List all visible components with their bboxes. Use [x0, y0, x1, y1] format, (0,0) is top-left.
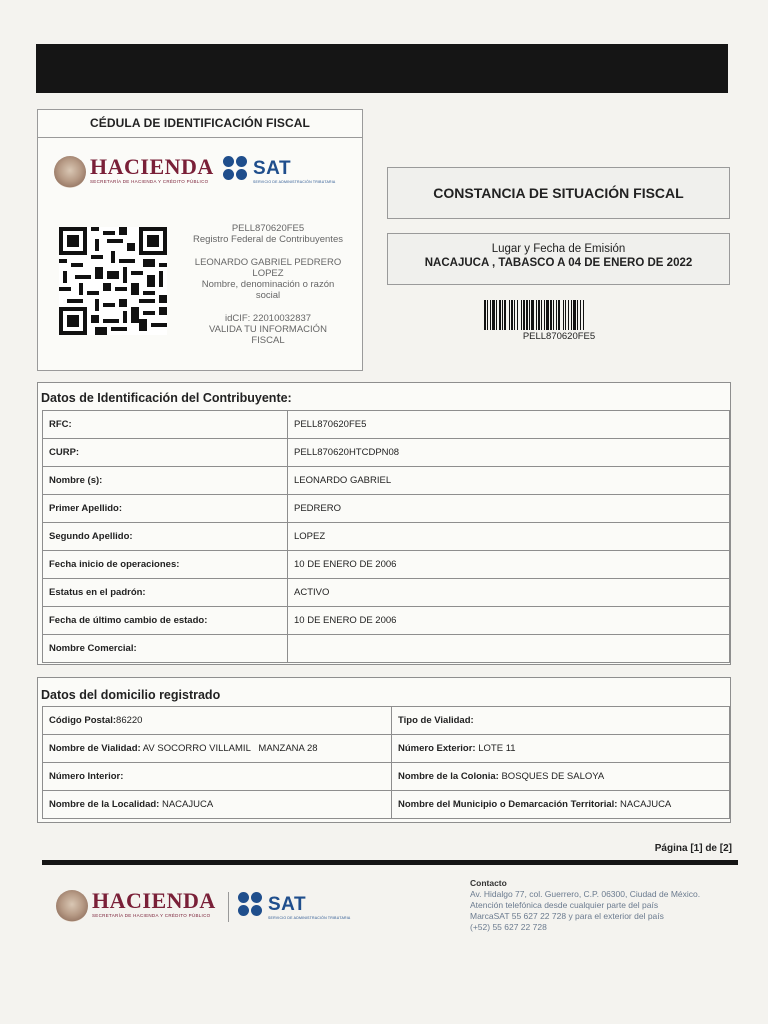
domicilio-value: AV SOCORRO VILLAMIL MANZANA 28 — [140, 743, 318, 754]
ident-value — [288, 635, 730, 663]
domicilio-section — [37, 677, 731, 823]
ident-label: Nombre (s): — [43, 467, 288, 495]
domicilio-value: NACAJUCA — [159, 799, 214, 810]
identificacion-title: Datos de Identificación del Contribuyente: — [41, 391, 292, 405]
page-number: Página [1] de [2] — [654, 843, 732, 854]
identificacion-table — [42, 410, 730, 663]
domicilio-cell — [392, 735, 730, 763]
domicilio-value: BOSQUES DE SALOYA — [498, 771, 605, 782]
sat-dots-icon — [223, 156, 249, 182]
domicilio-label: Número Interior: — [49, 771, 124, 782]
cedula-name-line2: LOPEZ — [252, 268, 284, 279]
cedula-info — [188, 223, 348, 346]
domicilio-label: Nombre del Municipio o Demarcación Territorial: — [398, 799, 618, 810]
domicilio-cell — [43, 735, 392, 763]
ident-value: PELL870620FE5 — [288, 411, 730, 439]
lugar-label: Lugar y Fecha de Emisión — [491, 243, 626, 255]
domicilio-label: Nombre de Vialidad: — [49, 743, 141, 754]
domicilio-row — [43, 735, 730, 763]
cedula-rfc: PELL870620FE5 — [231, 223, 305, 234]
sat-wordmark: SAT — [253, 158, 292, 179]
contacto-line3: MarcaSAT 55 627 22 728 y para el exterior del país — [470, 911, 664, 921]
cedula-valida-1: VALIDA TU INFORMACIÓN — [209, 324, 327, 335]
hacienda-subtitle: SECRETARÍA DE HACIENDA Y CRÉDITO PÚBLICO — [90, 179, 209, 184]
domicilio-cell — [392, 707, 730, 735]
ident-label: Primer Apellido: — [43, 495, 288, 523]
footer-sat-subtitle: SERVICIO DE ADMINISTRACIÓN TRIBUTARIA — [268, 916, 351, 920]
domicilio-label: Código Postal: — [49, 715, 117, 726]
ident-value: LEONARDO GABRIEL — [288, 467, 730, 495]
contacto-block — [470, 878, 700, 933]
sat-logo — [223, 156, 343, 194]
contacto-line1: Av. Hidalgo 77, col. Guerrero, C.P. 06300, Ciudad de México. — [470, 889, 701, 899]
domicilio-cell — [392, 763, 730, 791]
hacienda-wordmark: HACIENDA — [90, 154, 214, 179]
domicilio-label: Nombre de la Colonia: — [398, 771, 499, 782]
sat-subtitle: SERVICIO DE ADMINISTRACIÓN TRIBUTARIA — [253, 180, 336, 184]
domicilio-cell — [43, 763, 392, 791]
domicilio-cell — [43, 707, 392, 735]
domicilio-label: Tipo de Vialidad: — [398, 715, 474, 726]
lugar-value: NACAJUCA , TABASCO A 04 DE ENERO DE 2022 — [424, 257, 693, 269]
domicilio-label: Número Exterior: — [398, 743, 476, 754]
domicilio-row — [43, 763, 730, 791]
footer-mexico-seal-icon — [56, 890, 88, 922]
domicilio-table — [42, 706, 730, 819]
ident-value: 10 DE ENERO DE 2006 — [288, 551, 730, 579]
footer-logo-divider — [228, 892, 229, 922]
cedula-name-caption-2: social — [255, 290, 281, 301]
contacto-line2: Atención telefónica desde cualquier parte del país — [470, 900, 659, 910]
constancia-title: CONSTANCIA DE SITUACIÓN FISCAL — [387, 167, 730, 219]
ident-row — [43, 439, 730, 467]
cedula-box — [37, 109, 363, 371]
ident-row — [43, 411, 730, 439]
footer-hacienda-logo — [56, 888, 216, 928]
ident-row — [43, 523, 730, 551]
mexico-seal-icon — [54, 156, 86, 188]
domicilio-label: Nombre de la Localidad: — [49, 799, 160, 810]
ident-value: PEDRERO — [288, 495, 730, 523]
cedula-name-caption-1: Nombre, denominación o razón — [201, 279, 335, 290]
ident-row — [43, 551, 730, 579]
domicilio-row — [43, 707, 730, 735]
footer-sat-wordmark: SAT — [268, 894, 307, 915]
ident-label: RFC: — [43, 411, 288, 439]
footer-hacienda-subtitle: SECRETARÍA DE HACIENDA Y CRÉDITO PÚBLICO — [92, 913, 211, 918]
qr-code-icon — [59, 227, 167, 335]
ident-row — [43, 579, 730, 607]
ident-value: LOPEZ — [288, 523, 730, 551]
ident-label: Nombre Comercial: — [43, 635, 288, 663]
hacienda-logo — [54, 154, 214, 194]
footer-divider — [42, 860, 738, 865]
contacto-line4: (+52) 55 627 22 728 — [470, 922, 547, 932]
domicilio-cell — [43, 791, 392, 819]
ident-value: ACTIVO — [288, 579, 730, 607]
cedula-idcif: idCIF: 22010032837 — [224, 313, 312, 324]
header-black-bar — [36, 44, 728, 93]
cedula-rfc-caption: Registro Federal de Contribuyentes — [193, 234, 343, 245]
footer-hacienda-wordmark: HACIENDA — [92, 888, 216, 913]
barcode-icon — [484, 300, 634, 330]
identificacion-section — [37, 382, 731, 665]
ident-value: 10 DE ENERO DE 2006 — [288, 607, 730, 635]
ident-label: Fecha inicio de operaciones: — [43, 551, 288, 579]
cedula-name-line1: LEONARDO GABRIEL PEDRERO — [194, 257, 342, 268]
ident-row — [43, 495, 730, 523]
domicilio-cell — [392, 791, 730, 819]
domicilio-value: 86220 — [116, 715, 143, 726]
contacto-title: Contacto — [470, 878, 507, 888]
ident-label: Fecha de último cambio de estado: — [43, 607, 288, 635]
ident-label: CURP: — [43, 439, 288, 467]
ident-row — [43, 635, 730, 663]
ident-label: Segundo Apellido: — [43, 523, 288, 551]
cedula-valida-2: FISCAL — [251, 335, 285, 346]
cedula-title: CÉDULA DE IDENTIFICACIÓN FISCAL — [38, 110, 362, 138]
footer-sat-logo — [238, 892, 358, 930]
domicilio-title: Datos del domicilio registrado — [41, 688, 221, 702]
domicilio-value: LOTE 11 — [475, 743, 516, 754]
domicilio-value: NACAJUCA — [617, 799, 672, 810]
ident-row — [43, 607, 730, 635]
footer-sat-dots-icon — [238, 892, 264, 918]
ident-row — [43, 467, 730, 495]
barcode-text: PELL870620FE5 — [522, 331, 596, 342]
domicilio-row — [43, 791, 730, 819]
ident-label: Estatus en el padrón: — [43, 579, 288, 607]
lugar-fecha-box — [387, 233, 730, 285]
ident-value: PELL870620HTCDPN08 — [288, 439, 730, 467]
